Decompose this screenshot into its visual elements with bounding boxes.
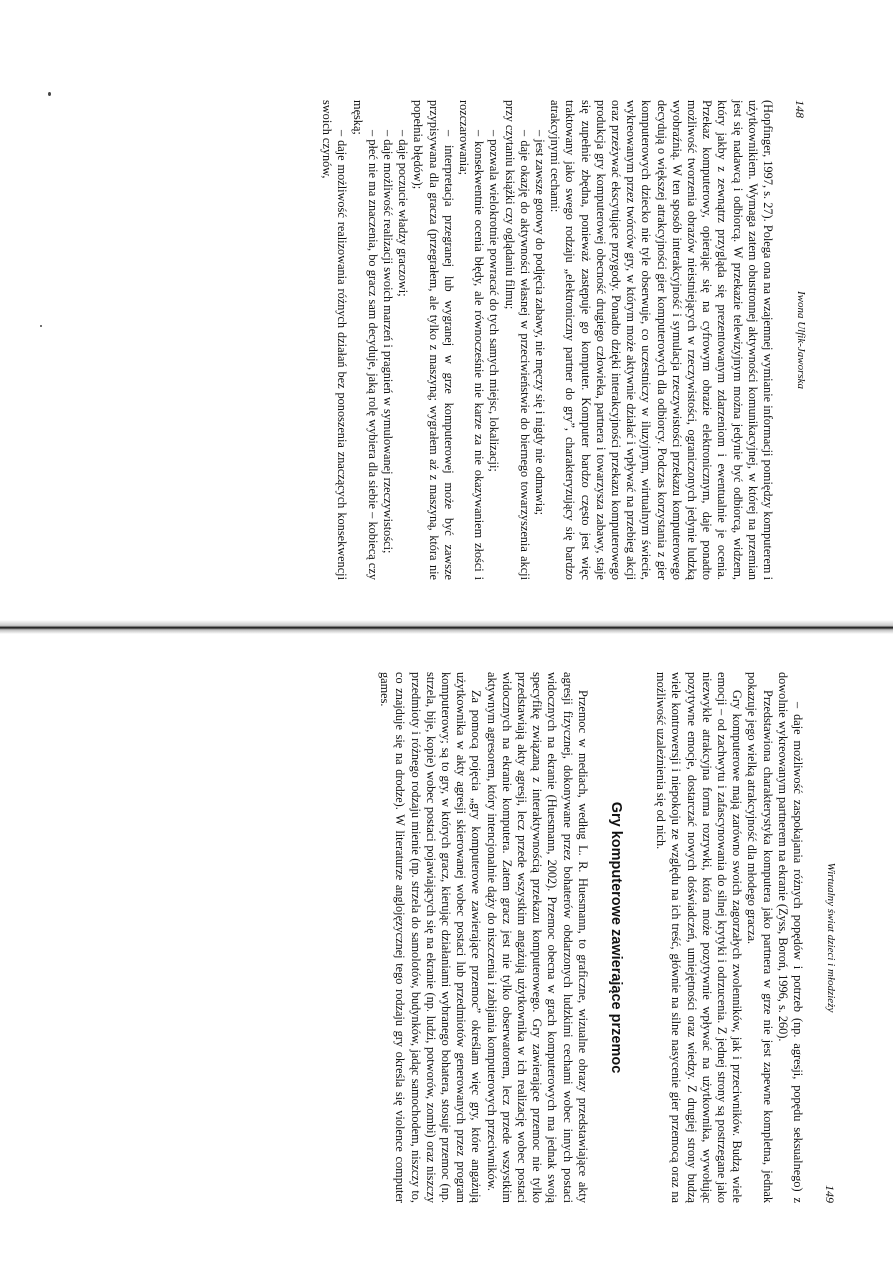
paragraph: Przedstawiona charakterystyka komputera jako partnera w grze nie jest zapewne kompletna, jednak pokazuje jego wielką atrakcyjność dla młodego gracza. xyxy=(745,672,775,1203)
list-item: – daje poczucie władzy graczowi; xyxy=(396,130,411,297)
scan-speck xyxy=(40,325,42,327)
list-item: – konsekwentnie ocenia błędy, ale równocześnie nie karze za nie okazywaniem złości i rozczarowania; xyxy=(456,100,487,580)
running-head-author: Iwona Ulfik-Jaworska xyxy=(795,290,807,390)
list-item: – interpretacja przegranej lub wygranej w grze komputerowej może być zawsze przypisywana dla gracza (przegrałem, ale tylko z maszyną; wygrałem aż z maszyną, która nie popełnia błędów); xyxy=(411,100,456,580)
list-item: – daje możliwość realizowania różnych działań bez ponoszenia znaczących konsekwencji swoich czynów, xyxy=(320,100,350,580)
section-heading: Gry komputerowe zawierające przemoc xyxy=(607,801,624,1074)
right-page xyxy=(0,632,893,1263)
running-head-title: Wirtualny świat dzieci i młodzieży xyxy=(825,862,837,1013)
list-item: – pozwala wielokrotnie powracać do tych samych miejsc, lokalizacji; xyxy=(487,130,502,472)
paragraph: (Hopfinger, 1997, s. 27). Polega ona na wzajemnej wymianie informacji pomiędzy komputerem i użytkownikiem. Wymaga zatem obustronnej aktywności komunikacyjnej, w której na przemian jest się nadawcą i odbiorcą. W przekazie telewizyjnym można jedynie być odbiorcą, widzem, który jakby z zewnątrz przygląda się prezentowanym zdarzeniom i ewentualnie je ocenia. Przekaz komputerowy, opierając się na cyfrowym obrazie elektronicznym, daje ponadto możliwość tworzenia obrazów nieistniejących w rzeczywistości, ograniczonych jedynie ludzką wyobraźnią. W ten sposób interakcyjność i symulacja rzeczywistości przekazu komputerowego decydują o większej atrakcyjności gier komputerowych dla odbiorcy. Podczas korzystania z gier komputerowych dziecko nie tyle obserwuje, co uczestniczy w iluzyjnym, wirtualnym świecie, wykreowanym przez twórców gry, w którym może aktywnie działać i wpływać na przebieg akcji oraz przeżywać ekscytujące przygody. Ponadto dzięki interakcyjności przekazu komputerowego produkcja gry komputerowej obecność drugiego człowieka, partnera i towarzysza zabawy, staje się zupełnie zbędna, ponieważ zastępuje go komputer. Komputer bardzo często jest więc traktowany jako swego rodzaju „elektroniczny partner do gry”, charakteryzujący się bardzo atrakcyjnymi cechami: xyxy=(548,100,775,580)
paragraph: Przemoc w mediach, według L. R. Huesmann, to graficzne, wizualne obrazy przedstawiające akty agresji fizycznej, dokonywane przez bohaterów obdarzonych ludzkimi cechami wobec innych postaci widocznych na ekranie (Huesmann, 2002). Przemoc obecna w grach komputerowych ma jednak swoją specyfikę związaną z interaktywnością przekazu komputerowego. Gry zawierające przemoc nie tylko przedstawiają akty agresji, lecz przede wszystkim angażują użytkownika w ich realizację wobec postaci widocznych na ekranie komputera. Zatem gracz jest nie tylko obserwatorem, lecz przede wszystkim aktywnym agresorem, który intencjonalnie dąży do niszczenia i zabijania komputerowych przeciwników. xyxy=(484,672,590,1203)
right-page-text xyxy=(377,672,805,1203)
paragraph: Gry komputerowe mają zarówno swoich zagorzałych zwolenników, jak i przeciwników. Budzą wiele emocji – od zachwytu i zafascynowania do silnej krytyki i odrzucenia. Z jednej strony są postrzegane jako niezwykle atrakcyjna forma rozrywki, która może pozytywnie wpływać na użytkownika, wywołując pozytywne emocje, dostarczać nowych doświadczeń, umiejętności oraz wiedzy. Z drugiej strony budzą wiele kontrowersji i niepokoju ze względu na ich treść, głównie na silne nasycenie gier przemocą oraz na możliwość uzależnienia się od nich. xyxy=(654,672,745,1203)
list-item: – daje okazję do aktywności własnej w przeciwieństwie do biernego towarzyszenia akcji przy czytaniu książki czy oglądaniu filmu; xyxy=(502,100,532,580)
page-number-right: 149 xyxy=(823,1185,837,1203)
running-head-left xyxy=(795,0,807,620)
page-number-left: 148 xyxy=(793,100,807,118)
running-head-right xyxy=(825,632,837,1263)
list-item: – daje możliwość realizacji swoich marzeń i pragnień w symulowanej rzeczywistości; xyxy=(380,130,395,554)
list-item: – płeć nie ma znaczenia, bo gracz sam decyduje, jaką rolę wybiera dla siebie – kobiecą czy męską; xyxy=(350,100,380,580)
paragraph: Za pomocą pojęcia „gry komputerowe zawierające przemoc” określam więc gry, które angażują użytkownika w akty agresji skierowanej wobec postaci lub przedmiotów generowanych przez program komputerowy; są to gry, w których gracz, kierując działaniami wybranego bohatera, stosuje przemoc (np. strzela, bije, kopie) wobec postaci pojawiających się na ekranie (np. ludzi, potworów, zombi) oraz niszczy przedmioty i różnego rodzaju mienie (np. strzela do samolotów, budynków, jadąc samochodem, niszczy to, co znajduje się na drodze). W literaturze anglojęzycznej tego rodzaju gry określa się violence computer games. xyxy=(378,672,484,1203)
list-item: – daje możliwość zaspokajania różnych popędów i potrzeb (np. agresji, popędu seksualnego) z dowolnie wykreowanym partnerem na ekranie (Zyss, Boroń, 1996, s. 260). xyxy=(775,672,805,1203)
left-page xyxy=(0,0,893,620)
list-item: – jest zawsze gotowy do podjęcia zabawy, nie męczy się i nigdy nie odmawia; xyxy=(532,130,547,516)
scan-speck xyxy=(48,92,51,96)
left-page-text xyxy=(319,100,775,580)
